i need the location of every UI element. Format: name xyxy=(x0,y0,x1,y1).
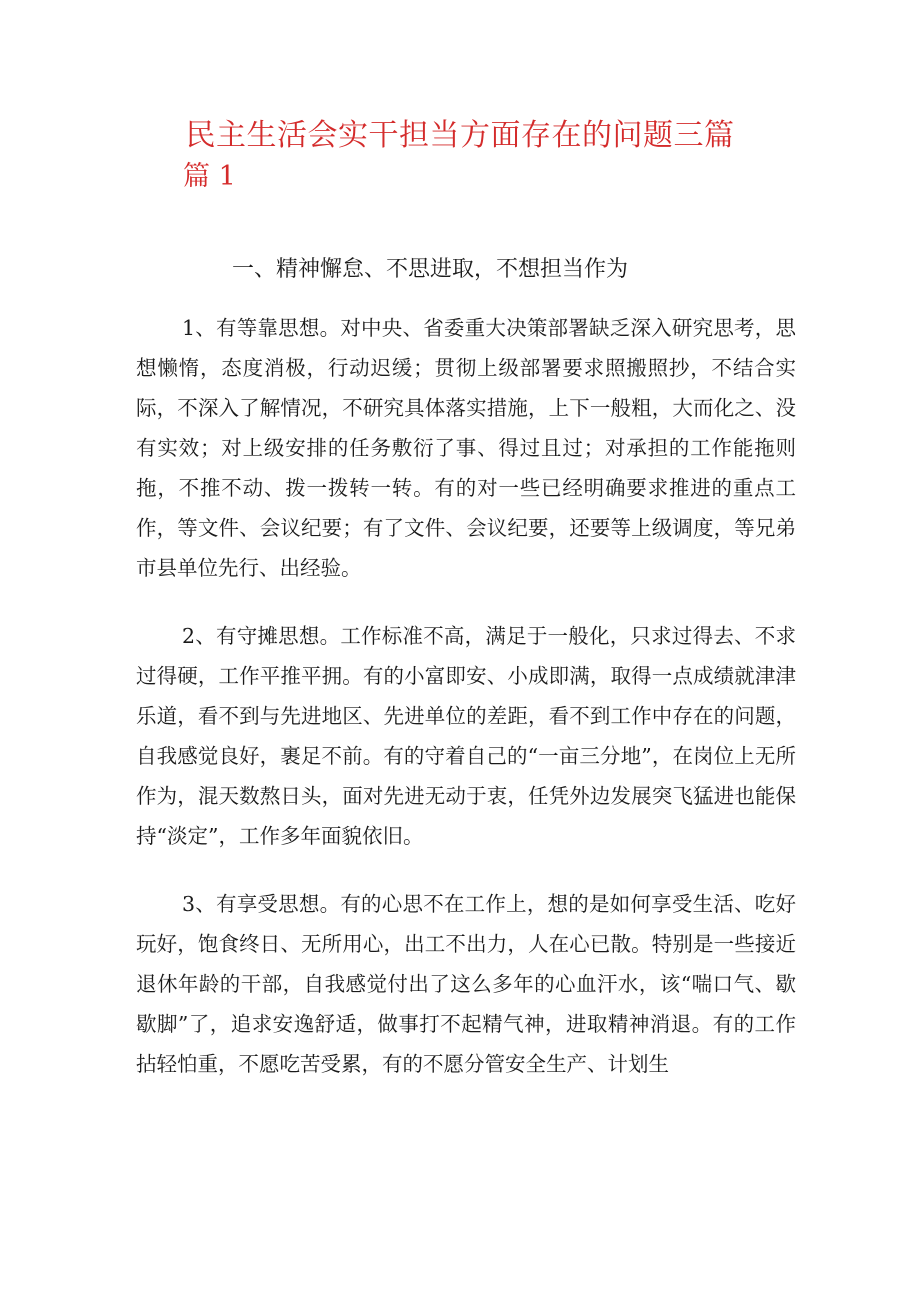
document-body xyxy=(136,308,796,1084)
paragraph-1: 1、有等靠思想。对中央、省委重大决策部署缺乏深入研究思考，思想懒惰，态度消极，行动迟缓；贯彻上级部署要求照搬照抄，不结合实际，不深入了解情况，不研究具体落实措施，上下一般粗，大而化之、没有实效；对上级安排的任务敷衍了事、得过且过；对承担的工作能拖则拖，不推不动、拨一拨转一转。有的对一些已经明确要求推进的重点工作，等文件、会议纪要；有了文件、会议纪要，还要等上级调度，等兄弟市县单位先行、出经验。 xyxy=(136,316,796,580)
document-title: 民主生活会实干担当方面存在的问题三篇 xyxy=(185,118,735,153)
section-heading: 一、精神懈怠、不思进取，不想担当作为 xyxy=(232,257,629,282)
document-subtitle: 篇 1 xyxy=(183,161,236,192)
paragraph-2: 2、有守摊思想。工作标准不高，满足于一般化，只求过得去、不求过得硬，工作平推平拥。有的小富即安、小成即满，取得一点成绩就津津乐道，看不到与先进地区、先进单位的差距，看不到工作中存在的问题，自我感觉良好，裹足不前。有的守着自己的“一亩三分地”，在岗位上无所作为，混天数熬日头，面对先进无动于衷，任凭外边发展突飞猛进也能保持“淡定”，工作多年面貌依旧。 xyxy=(136,624,796,848)
paragraph-3: 3、有享受思想。有的心思不在工作上，想的是如何享受生活、吃好玩好，饱食终日、无所用心，出工不出力，人在心已散。特别是一些接近退休年龄的干部，自我感觉付出了这么多年的心血汗水，该“喘口气、歇歇脚”了，追求安逸舒适，做事打不起精气神，进取精神消退。有的工作拈轻怕重，不愿吃苦受累，有的不愿分管安全生产、计划生 xyxy=(136,892,796,1076)
